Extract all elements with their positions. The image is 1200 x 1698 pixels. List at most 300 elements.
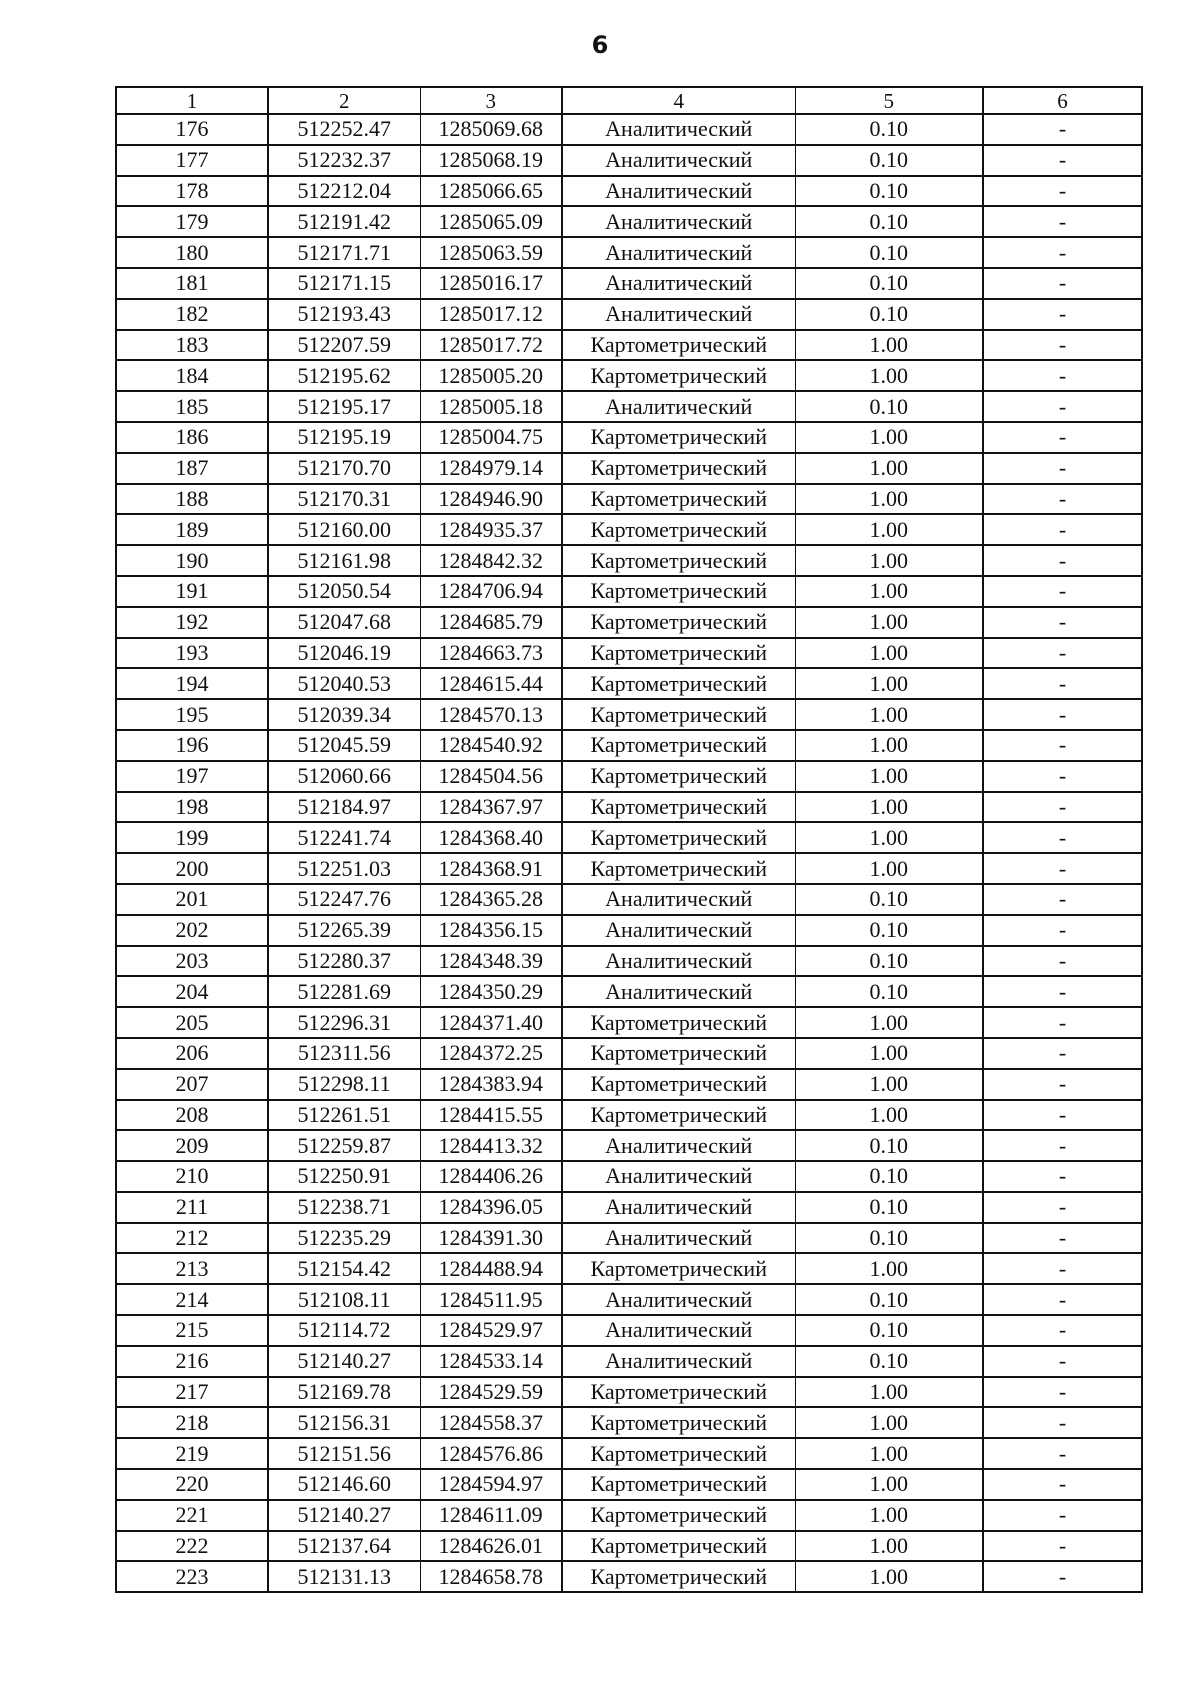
note-cell: - <box>983 1561 1142 1592</box>
method-cell: Картометрический <box>562 761 795 792</box>
note-cell: - <box>983 114 1142 145</box>
method-cell: Аналитический <box>562 1284 795 1315</box>
column-header: 1 <box>116 87 268 114</box>
note-cell: - <box>983 607 1142 638</box>
y-coordinate-cell: 1285005.18 <box>420 391 562 422</box>
y-coordinate-cell: 1285066.65 <box>420 176 562 207</box>
point-number-cell: 203 <box>116 946 268 977</box>
table-row <box>116 237 1142 268</box>
method-cell: Картометрический <box>562 1377 795 1408</box>
method-cell: Аналитический <box>562 1315 795 1346</box>
table-row <box>116 761 1142 792</box>
y-coordinate-cell: 1284372.25 <box>420 1038 562 1069</box>
point-number-cell: 187 <box>116 453 268 484</box>
accuracy-cell: 1.00 <box>795 1069 983 1100</box>
y-coordinate-cell: 1284979.14 <box>420 453 562 484</box>
column-header: 5 <box>795 87 983 114</box>
method-cell: Аналитический <box>562 976 795 1007</box>
table-row <box>116 1161 1142 1192</box>
table-row <box>116 1346 1142 1377</box>
table-row <box>116 1561 1142 1592</box>
point-number-cell: 180 <box>116 237 268 268</box>
y-coordinate-cell: 1284935.37 <box>420 514 562 545</box>
note-cell: - <box>983 915 1142 946</box>
method-cell: Картометрический <box>562 607 795 638</box>
y-coordinate-cell: 1284706.94 <box>420 576 562 607</box>
accuracy-cell: 0.10 <box>795 268 983 299</box>
point-number-cell: 215 <box>116 1315 268 1346</box>
point-number-cell: 213 <box>116 1253 268 1284</box>
method-cell: Картометрический <box>562 668 795 699</box>
note-cell: - <box>983 730 1142 761</box>
method-cell: Аналитический <box>562 299 795 330</box>
accuracy-cell: 0.10 <box>795 1223 983 1254</box>
x-coordinate-cell: 512212.04 <box>268 176 420 207</box>
method-cell: Картометрический <box>562 360 795 391</box>
table-row <box>116 1377 1142 1408</box>
y-coordinate-cell: 1284383.94 <box>420 1069 562 1100</box>
accuracy-cell: 0.10 <box>795 1161 983 1192</box>
y-coordinate-cell: 1284626.01 <box>420 1531 562 1562</box>
table-row <box>116 822 1142 853</box>
table-row <box>116 853 1142 884</box>
point-number-cell: 211 <box>116 1192 268 1223</box>
y-coordinate-cell: 1284391.30 <box>420 1223 562 1254</box>
note-cell: - <box>983 1069 1142 1100</box>
y-coordinate-cell: 1284570.13 <box>420 699 562 730</box>
y-coordinate-cell: 1284594.97 <box>420 1469 562 1500</box>
accuracy-cell: 1.00 <box>795 1253 983 1284</box>
accuracy-cell: 0.10 <box>795 391 983 422</box>
accuracy-cell: 1.00 <box>795 514 983 545</box>
x-coordinate-cell: 512207.59 <box>268 330 420 361</box>
x-coordinate-cell: 512170.31 <box>268 484 420 515</box>
note-cell: - <box>983 1407 1142 1438</box>
accuracy-cell: 1.00 <box>795 1007 983 1038</box>
table-row <box>116 391 1142 422</box>
note-cell: - <box>983 299 1142 330</box>
y-coordinate-cell: 1284488.94 <box>420 1253 562 1284</box>
table-body <box>116 114 1142 1592</box>
column-header: 4 <box>562 87 795 114</box>
method-cell: Аналитический <box>562 114 795 145</box>
note-cell: - <box>983 268 1142 299</box>
note-cell: - <box>983 638 1142 669</box>
table-row <box>116 792 1142 823</box>
y-coordinate-cell: 1284611.09 <box>420 1500 562 1531</box>
point-number-cell: 212 <box>116 1223 268 1254</box>
note-cell: - <box>983 761 1142 792</box>
accuracy-cell: 1.00 <box>795 1531 983 1562</box>
method-cell: Аналитический <box>562 176 795 207</box>
table-row <box>116 946 1142 977</box>
method-cell: Картометрический <box>562 1407 795 1438</box>
x-coordinate-cell: 512238.71 <box>268 1192 420 1223</box>
point-number-cell: 205 <box>116 1007 268 1038</box>
method-cell: Аналитический <box>562 1130 795 1161</box>
note-cell: - <box>983 853 1142 884</box>
column-header: 6 <box>983 87 1142 114</box>
x-coordinate-cell: 512039.34 <box>268 699 420 730</box>
method-cell: Картометрический <box>562 1500 795 1531</box>
y-coordinate-cell: 1284415.55 <box>420 1100 562 1131</box>
y-coordinate-cell: 1285068.19 <box>420 145 562 176</box>
table-row <box>116 299 1142 330</box>
x-coordinate-cell: 512040.53 <box>268 668 420 699</box>
y-coordinate-cell: 1284368.40 <box>420 822 562 853</box>
table-row <box>116 1407 1142 1438</box>
x-coordinate-cell: 512252.47 <box>268 114 420 145</box>
note-cell: - <box>983 1377 1142 1408</box>
point-number-cell: 201 <box>116 884 268 915</box>
point-number-cell: 178 <box>116 176 268 207</box>
accuracy-cell: 1.00 <box>795 453 983 484</box>
table-row <box>116 114 1142 145</box>
table-row <box>116 1438 1142 1469</box>
accuracy-cell: 1.00 <box>795 822 983 853</box>
note-cell: - <box>983 822 1142 853</box>
point-number-cell: 188 <box>116 484 268 515</box>
note-cell: - <box>983 976 1142 1007</box>
note-cell: - <box>983 1130 1142 1161</box>
method-cell: Аналитический <box>562 915 795 946</box>
note-cell: - <box>983 1253 1142 1284</box>
point-number-cell: 197 <box>116 761 268 792</box>
point-number-cell: 208 <box>116 1100 268 1131</box>
method-cell: Аналитический <box>562 1346 795 1377</box>
note-cell: - <box>983 514 1142 545</box>
method-cell: Картометрический <box>562 422 795 453</box>
x-coordinate-cell: 512251.03 <box>268 853 420 884</box>
table-row <box>116 176 1142 207</box>
note-cell: - <box>983 1192 1142 1223</box>
method-cell: Аналитический <box>562 237 795 268</box>
accuracy-cell: 0.10 <box>795 1192 983 1223</box>
x-coordinate-cell: 512281.69 <box>268 976 420 1007</box>
x-coordinate-cell: 512247.76 <box>268 884 420 915</box>
y-coordinate-cell: 1284615.44 <box>420 668 562 699</box>
method-cell: Аналитический <box>562 206 795 237</box>
point-number-cell: 198 <box>116 792 268 823</box>
accuracy-cell: 1.00 <box>795 853 983 884</box>
point-number-cell: 223 <box>116 1561 268 1592</box>
column-header: 2 <box>268 87 420 114</box>
table-row <box>116 576 1142 607</box>
y-coordinate-cell: 1284350.29 <box>420 976 562 1007</box>
method-cell: Аналитический <box>562 946 795 977</box>
note-cell: - <box>983 237 1142 268</box>
table-row <box>116 730 1142 761</box>
point-number-cell: 196 <box>116 730 268 761</box>
table-row <box>116 1469 1142 1500</box>
x-coordinate-cell: 512140.27 <box>268 1346 420 1377</box>
x-coordinate-cell: 512311.56 <box>268 1038 420 1069</box>
table-row <box>116 422 1142 453</box>
accuracy-cell: 1.00 <box>795 1469 983 1500</box>
y-coordinate-cell: 1284540.92 <box>420 730 562 761</box>
y-coordinate-cell: 1285069.68 <box>420 114 562 145</box>
point-number-cell: 185 <box>116 391 268 422</box>
method-cell: Картометрический <box>562 699 795 730</box>
accuracy-cell: 0.10 <box>795 1130 983 1161</box>
method-cell: Картометрический <box>562 545 795 576</box>
x-coordinate-cell: 512195.17 <box>268 391 420 422</box>
accuracy-cell: 0.10 <box>795 1346 983 1377</box>
accuracy-cell: 1.00 <box>795 1407 983 1438</box>
accuracy-cell: 1.00 <box>795 484 983 515</box>
accuracy-cell: 1.00 <box>795 1100 983 1131</box>
note-cell: - <box>983 360 1142 391</box>
accuracy-cell: 0.10 <box>795 1284 983 1315</box>
x-coordinate-cell: 512265.39 <box>268 915 420 946</box>
accuracy-cell: 0.10 <box>795 915 983 946</box>
point-number-cell: 200 <box>116 853 268 884</box>
point-number-cell: 183 <box>116 330 268 361</box>
table-row <box>116 514 1142 545</box>
note-cell: - <box>983 792 1142 823</box>
accuracy-cell: 1.00 <box>795 607 983 638</box>
y-coordinate-cell: 1285063.59 <box>420 237 562 268</box>
y-coordinate-cell: 1285005.20 <box>420 360 562 391</box>
point-number-cell: 220 <box>116 1469 268 1500</box>
accuracy-cell: 1.00 <box>795 1377 983 1408</box>
x-coordinate-cell: 512171.71 <box>268 237 420 268</box>
point-number-cell: 202 <box>116 915 268 946</box>
method-cell: Картометрический <box>562 730 795 761</box>
note-cell: - <box>983 1161 1142 1192</box>
x-coordinate-cell: 512191.42 <box>268 206 420 237</box>
x-coordinate-cell: 512171.15 <box>268 268 420 299</box>
point-number-cell: 209 <box>116 1130 268 1161</box>
note-cell: - <box>983 391 1142 422</box>
method-cell: Аналитический <box>562 391 795 422</box>
table-row <box>116 453 1142 484</box>
point-number-cell: 184 <box>116 360 268 391</box>
method-cell: Картометрический <box>562 638 795 669</box>
y-coordinate-cell: 1284348.39 <box>420 946 562 977</box>
method-cell: Картометрический <box>562 1253 795 1284</box>
point-number-cell: 192 <box>116 607 268 638</box>
y-coordinate-cell: 1284356.15 <box>420 915 562 946</box>
y-coordinate-cell: 1284396.05 <box>420 1192 562 1223</box>
point-number-cell: 221 <box>116 1500 268 1531</box>
accuracy-cell: 1.00 <box>795 422 983 453</box>
table-row <box>116 1284 1142 1315</box>
table-row <box>116 206 1142 237</box>
y-coordinate-cell: 1284371.40 <box>420 1007 562 1038</box>
x-coordinate-cell: 512170.70 <box>268 453 420 484</box>
table-row <box>116 1531 1142 1562</box>
accuracy-cell: 1.00 <box>795 730 983 761</box>
accuracy-cell: 1.00 <box>795 1500 983 1531</box>
table-row <box>116 1130 1142 1161</box>
x-coordinate-cell: 512161.98 <box>268 545 420 576</box>
table-row <box>116 1038 1142 1069</box>
note-cell: - <box>983 1100 1142 1131</box>
table-row <box>116 976 1142 1007</box>
x-coordinate-cell: 512151.56 <box>268 1438 420 1469</box>
y-coordinate-cell: 1284511.95 <box>420 1284 562 1315</box>
y-coordinate-cell: 1284842.32 <box>420 545 562 576</box>
point-number-cell: 210 <box>116 1161 268 1192</box>
x-coordinate-cell: 512156.31 <box>268 1407 420 1438</box>
y-coordinate-cell: 1284368.91 <box>420 853 562 884</box>
note-cell: - <box>983 1284 1142 1315</box>
x-coordinate-cell: 512146.60 <box>268 1469 420 1500</box>
accuracy-cell: 1.00 <box>795 545 983 576</box>
note-cell: - <box>983 1531 1142 1562</box>
y-coordinate-cell: 1284685.79 <box>420 607 562 638</box>
table-row <box>116 1069 1142 1100</box>
point-number-cell: 217 <box>116 1377 268 1408</box>
method-cell: Аналитический <box>562 268 795 299</box>
method-cell: Картометрический <box>562 453 795 484</box>
note-cell: - <box>983 1038 1142 1069</box>
point-number-cell: 193 <box>116 638 268 669</box>
point-number-cell: 214 <box>116 1284 268 1315</box>
table-row <box>116 1007 1142 1038</box>
coordinates-table <box>115 86 1143 1593</box>
y-coordinate-cell: 1285017.72 <box>420 330 562 361</box>
x-coordinate-cell: 512131.13 <box>268 1561 420 1592</box>
point-number-cell: 222 <box>116 1531 268 1562</box>
method-cell: Картометрический <box>562 1469 795 1500</box>
note-cell: - <box>983 1346 1142 1377</box>
method-cell: Аналитический <box>562 1192 795 1223</box>
y-coordinate-cell: 1284413.32 <box>420 1130 562 1161</box>
accuracy-cell: 0.10 <box>795 1315 983 1346</box>
method-cell: Картометрический <box>562 1531 795 1562</box>
point-number-cell: 189 <box>116 514 268 545</box>
method-cell: Картометрический <box>562 822 795 853</box>
x-coordinate-cell: 512241.74 <box>268 822 420 853</box>
x-coordinate-cell: 512298.11 <box>268 1069 420 1100</box>
y-coordinate-cell: 1285065.09 <box>420 206 562 237</box>
table-row <box>116 1500 1142 1531</box>
note-cell: - <box>983 545 1142 576</box>
y-coordinate-cell: 1284558.37 <box>420 1407 562 1438</box>
note-cell: - <box>983 484 1142 515</box>
note-cell: - <box>983 1223 1142 1254</box>
note-cell: - <box>983 453 1142 484</box>
note-cell: - <box>983 884 1142 915</box>
x-coordinate-cell: 512050.54 <box>268 576 420 607</box>
point-number-cell: 206 <box>116 1038 268 1069</box>
x-coordinate-cell: 512296.31 <box>268 1007 420 1038</box>
point-number-cell: 199 <box>116 822 268 853</box>
y-coordinate-cell: 1284663.73 <box>420 638 562 669</box>
table-row <box>116 1192 1142 1223</box>
accuracy-cell: 1.00 <box>795 1561 983 1592</box>
x-coordinate-cell: 512235.29 <box>268 1223 420 1254</box>
accuracy-cell: 0.10 <box>795 114 983 145</box>
table-row <box>116 638 1142 669</box>
note-cell: - <box>983 176 1142 207</box>
x-coordinate-cell: 512154.42 <box>268 1253 420 1284</box>
point-number-cell: 207 <box>116 1069 268 1100</box>
accuracy-cell: 0.10 <box>795 237 983 268</box>
table-row <box>116 884 1142 915</box>
accuracy-cell: 1.00 <box>795 330 983 361</box>
accuracy-cell: 1.00 <box>795 576 983 607</box>
y-coordinate-cell: 1285016.17 <box>420 268 562 299</box>
note-cell: - <box>983 576 1142 607</box>
point-number-cell: 218 <box>116 1407 268 1438</box>
y-coordinate-cell: 1284367.97 <box>420 792 562 823</box>
table-row <box>116 699 1142 730</box>
method-cell: Аналитический <box>562 884 795 915</box>
x-coordinate-cell: 512137.64 <box>268 1531 420 1562</box>
point-number-cell: 182 <box>116 299 268 330</box>
point-number-cell: 181 <box>116 268 268 299</box>
point-number-cell: 176 <box>116 114 268 145</box>
point-number-cell: 219 <box>116 1438 268 1469</box>
table-row <box>116 607 1142 638</box>
x-coordinate-cell: 512046.19 <box>268 638 420 669</box>
accuracy-cell: 1.00 <box>795 668 983 699</box>
note-cell: - <box>983 206 1142 237</box>
x-coordinate-cell: 512160.00 <box>268 514 420 545</box>
x-coordinate-cell: 512250.91 <box>268 1161 420 1192</box>
note-cell: - <box>983 1438 1142 1469</box>
note-cell: - <box>983 145 1142 176</box>
table-header-row <box>116 87 1142 114</box>
method-cell: Картометрический <box>562 1561 795 1592</box>
accuracy-cell: 1.00 <box>795 699 983 730</box>
accuracy-cell: 0.10 <box>795 884 983 915</box>
x-coordinate-cell: 512195.62 <box>268 360 420 391</box>
x-coordinate-cell: 512261.51 <box>268 1100 420 1131</box>
note-cell: - <box>983 1500 1142 1531</box>
note-cell: - <box>983 699 1142 730</box>
method-cell: Картометрический <box>562 1069 795 1100</box>
accuracy-cell: 0.10 <box>795 976 983 1007</box>
x-coordinate-cell: 512280.37 <box>268 946 420 977</box>
accuracy-cell: 1.00 <box>795 761 983 792</box>
point-number-cell: 195 <box>116 699 268 730</box>
method-cell: Картометрический <box>562 792 795 823</box>
table-row <box>116 1253 1142 1284</box>
method-cell: Картометрический <box>562 330 795 361</box>
table-row <box>116 915 1142 946</box>
point-number-cell: 194 <box>116 668 268 699</box>
point-number-cell: 216 <box>116 1346 268 1377</box>
method-cell: Аналитический <box>562 145 795 176</box>
table-row <box>116 1100 1142 1131</box>
point-number-cell: 179 <box>116 206 268 237</box>
x-coordinate-cell: 512047.68 <box>268 607 420 638</box>
x-coordinate-cell: 512259.87 <box>268 1130 420 1161</box>
method-cell: Картометрический <box>562 853 795 884</box>
method-cell: Картометрический <box>562 1007 795 1038</box>
note-cell: - <box>983 422 1142 453</box>
x-coordinate-cell: 512108.11 <box>268 1284 420 1315</box>
note-cell: - <box>983 946 1142 977</box>
table-row <box>116 545 1142 576</box>
method-cell: Аналитический <box>562 1161 795 1192</box>
table-row <box>116 360 1142 391</box>
accuracy-cell: 1.00 <box>795 1038 983 1069</box>
accuracy-cell: 1.00 <box>795 638 983 669</box>
x-coordinate-cell: 512060.66 <box>268 761 420 792</box>
accuracy-cell: 0.10 <box>795 299 983 330</box>
column-header: 3 <box>420 87 562 114</box>
accuracy-cell: 0.10 <box>795 206 983 237</box>
y-coordinate-cell: 1284529.97 <box>420 1315 562 1346</box>
y-coordinate-cell: 1284946.90 <box>420 484 562 515</box>
note-cell: - <box>983 330 1142 361</box>
y-coordinate-cell: 1284365.28 <box>420 884 562 915</box>
